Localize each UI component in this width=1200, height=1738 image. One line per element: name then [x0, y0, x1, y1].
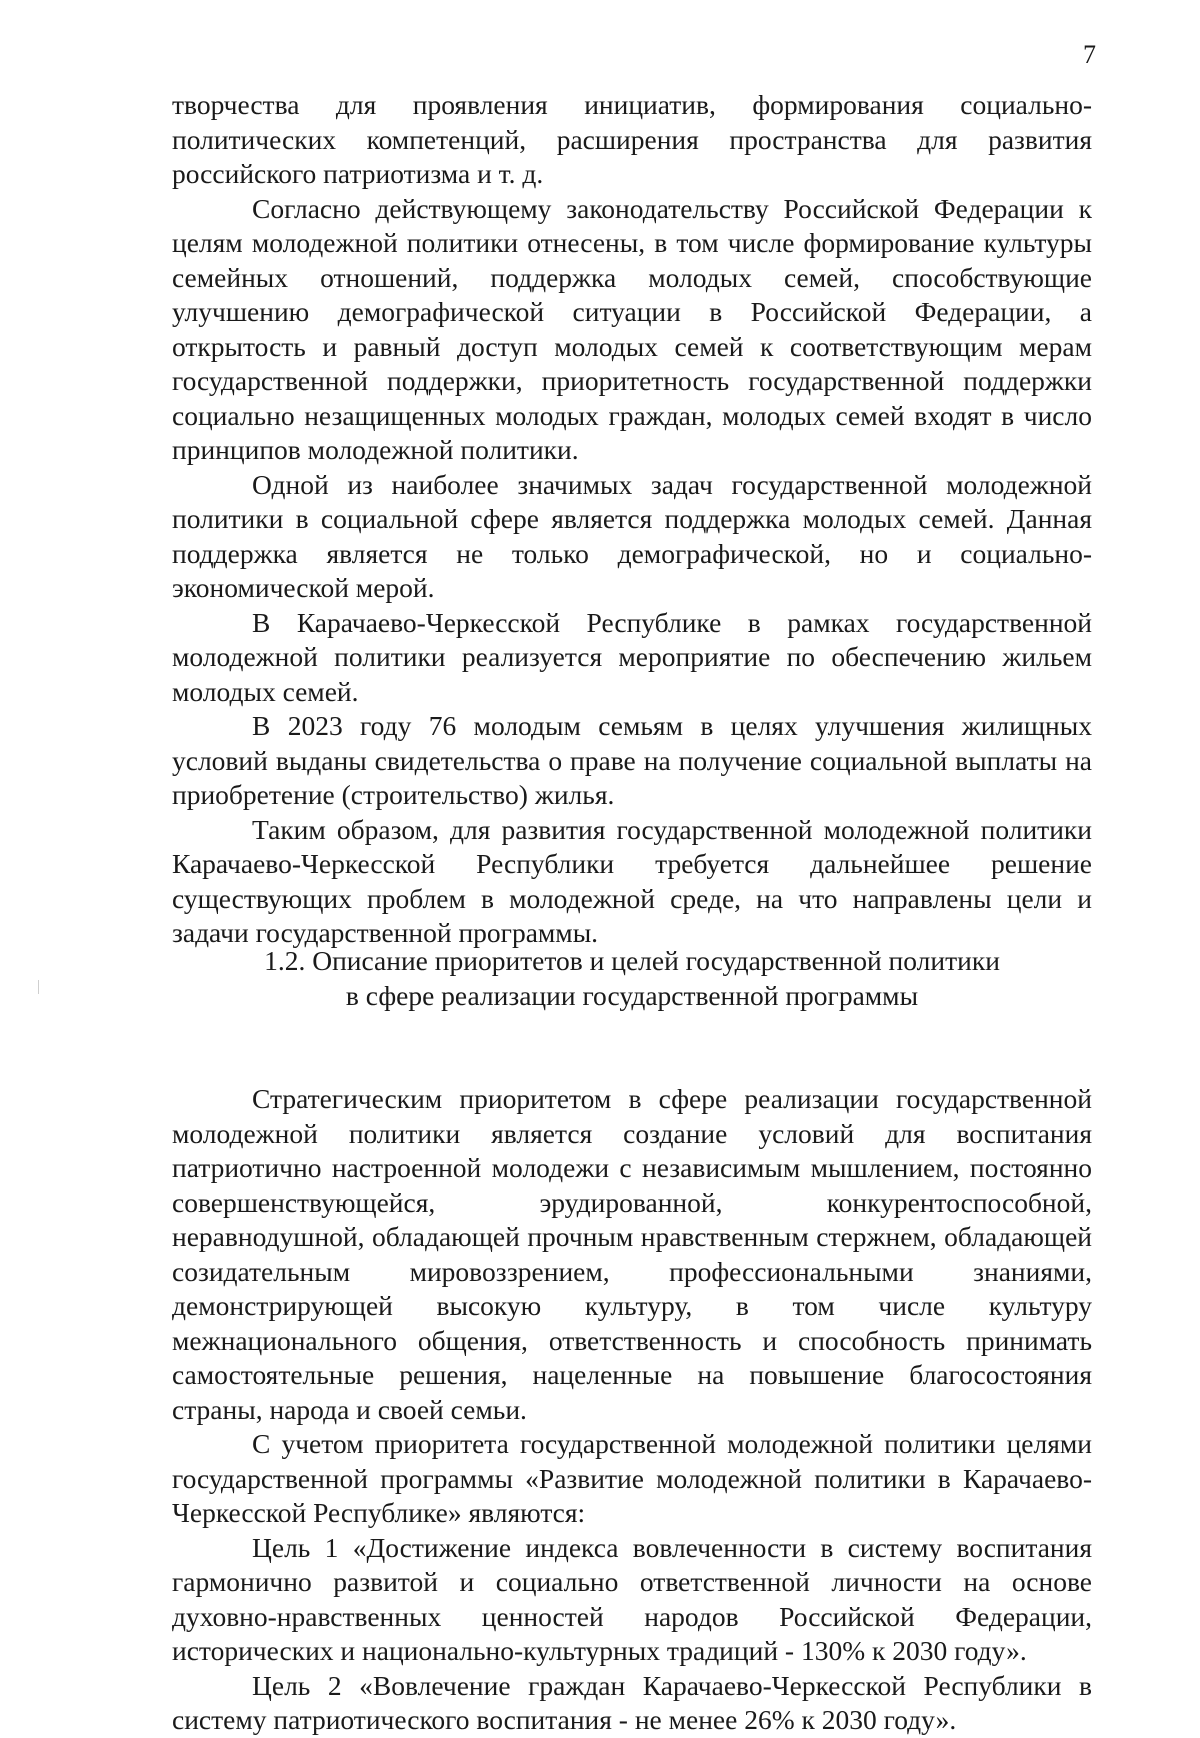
top-section — [172, 88, 1092, 951]
section-heading-line-1: 1.2. Описание приоритетов и целей государственной политики — [264, 945, 1000, 976]
paragraph-program-goals-intro: С учетом приоритета государственной молодежной политики целями государственной программы «Развитие молодежной политики в Карачаево-Черкесской Республике» являются: — [172, 1428, 1092, 1528]
paragraph-2023-results: В 2023 году 76 молодым семьям в целях улучшения жилищных условий выданы свидетельства о праве на получение социальной выплаты на приобретение (строительство) жилья. — [172, 710, 1092, 810]
paragraph-conclusion: Таким образом, для развития государственной молодежной политики Карачаево-Черкесской Республики требуется дальнейшее решение существующих проблем в молодежной среде, на что направлены цели и задачи государственной программы. — [172, 813, 1092, 948]
paragraph-housing-program: В Карачаево-Черкесской Республике в рамках государственной молодежной политики реализуется мероприятие по обеспечению жильем молодых семей. — [172, 606, 1092, 707]
scan-artifact — [38, 980, 39, 994]
paragraph-family-policy: Согласно действующему законодательству Российской Федерации к целям молодежной политики отнесены, в том числе формирование культуры семейных отношений, поддержка молодых семей, способствующие улучшению демографической ситуации в Российской Федерации, а открытость и равный доступ молодых семей к соответствующим мерам государственной поддержки, приоритетность государственной поддержки социально незащищенных молодых граждан, молодых семей входят в число принципов молодежной политики. — [172, 192, 1092, 465]
section-heading-line-2: в сфере реализации государственной программы — [345, 979, 919, 1011]
page-number: 7 — [1083, 40, 1096, 69]
paragraph-goal-2: Цель 2 «Вовлечение граждан Карачаево-Черкесской Республики в систему патриотического воспитания - не менее 26% к 2030 году». — [172, 1669, 1092, 1735]
bottom-section — [172, 1082, 1092, 1738]
paragraph-continuation: творчества для проявления инициатив, формирования социально-политических компетенций, расширения пространства для развития российского патриотизма и т. д. — [172, 89, 1092, 189]
section-heading — [172, 944, 1092, 1013]
paragraph-goal-1: Цель 1 «Достижение индекса вовлеченности в систему воспитания гармонично развитой и социально ответственной личности на основе духовно-нравственных ценностей народов Российской Федерации, исторических и национально-культурных традиций - 130% к 2030 году». — [172, 1531, 1092, 1666]
paragraph-social-support: Одной из наиболее значимых задач государственной молодежной политики в социальной сфере является поддержка молодых семей. Данная поддержка является не только демографической, но и социально-экономической мерой. — [172, 468, 1092, 603]
paragraph-strategic-priority: Стратегическим приоритетом в сфере реализации государственной молодежной политики является создание условий для воспитания патриотично настроенной молодежи с независимым мышлением, постоянно совершенствующейся, эрудированной, конкурентоспособной, неравнодушной, обладающей прочным нравственным стержнем, обладающей созидательным мировоззрением, профессиональными знаниями, демонстрирующей высокую культуру, в том числе культуру межнационального общения, ответственность и способность принимать самостоятельные решения, нацеленные на повышение благосостояния страны, народа и своей семьи. — [172, 1083, 1092, 1425]
